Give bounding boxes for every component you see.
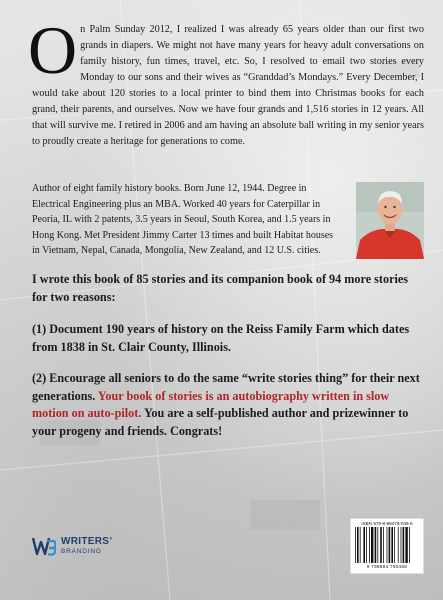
author-block	[32, 181, 424, 259]
reason-one-paragraph: (1) Document 190 years of history on the Reiss Family Farm which dates from 1838 in St. Clair County, Illinois.	[32, 322, 410, 354]
isbn-barcode	[350, 518, 424, 574]
barcode-digits: 9 798894 790466	[366, 564, 408, 569]
isbn-label: ISBN 979-8-89479-046-6	[361, 521, 413, 526]
publisher-sub: BRANDING	[61, 548, 102, 555]
intro-paragraph	[28, 12, 424, 150]
reasons-paragraph: I wrote this book of 85 stories and its companion book of 94 more stories for two reasons:	[32, 272, 409, 304]
reason-two-start: (2) Encourage all seniors to do the same “write stories thing” for their next generations.	[32, 371, 420, 403]
barcode-bars	[354, 527, 420, 563]
publisher-logo	[32, 536, 112, 556]
author-bio: Author of eight family history books. Born June 12, 1944. Degree in Electrical Engineering plus an MBA. Worked 40 years for Caterpillar in Peoria, IL with 2 patents, 3.5 years in Seoul, South Korea, and 1.5 years in Hong Kong. Met President Jimmy Carter 13 times and built Habitat houses in Vietnam, Nepal, Canada, Mongolia, New Zealand, and 12 U.S. cities.	[32, 183, 334, 257]
reason-two-emphasis: Your book of stories is an autobiography written in slow motion on auto-pilot.	[32, 388, 390, 420]
drop-cap: O	[28, 12, 78, 88]
reason-two-end: You are a self-published author and prizewinner to your progeny and friends. Congrats!	[32, 406, 409, 438]
publisher-emblem-icon	[32, 536, 56, 556]
author-photo	[356, 182, 424, 259]
publisher-name: WRITERS’	[61, 536, 113, 547]
intro-text: n Palm Sunday 2012, I realized I was already 65 years older than our first two grands in diapers. We might not have many years for heavy adult conversations on family history, fun times, travel, etc. So, I resolved to email two stories every Monday to our sons and their wives as “Granddad’s Mondays.” Every December, I would take about 120 stories to a local printer to bind them into Christmas books for each grand, their parents, and ourselves. Now we have four grands and 1,516 stories in 12 years. All that will survive me. I retired in 2006 and am having an absolute ball writing in my senior years to proudly create a heritage for generations to come.	[32, 24, 424, 147]
reason-two-paragraph	[32, 370, 424, 440]
